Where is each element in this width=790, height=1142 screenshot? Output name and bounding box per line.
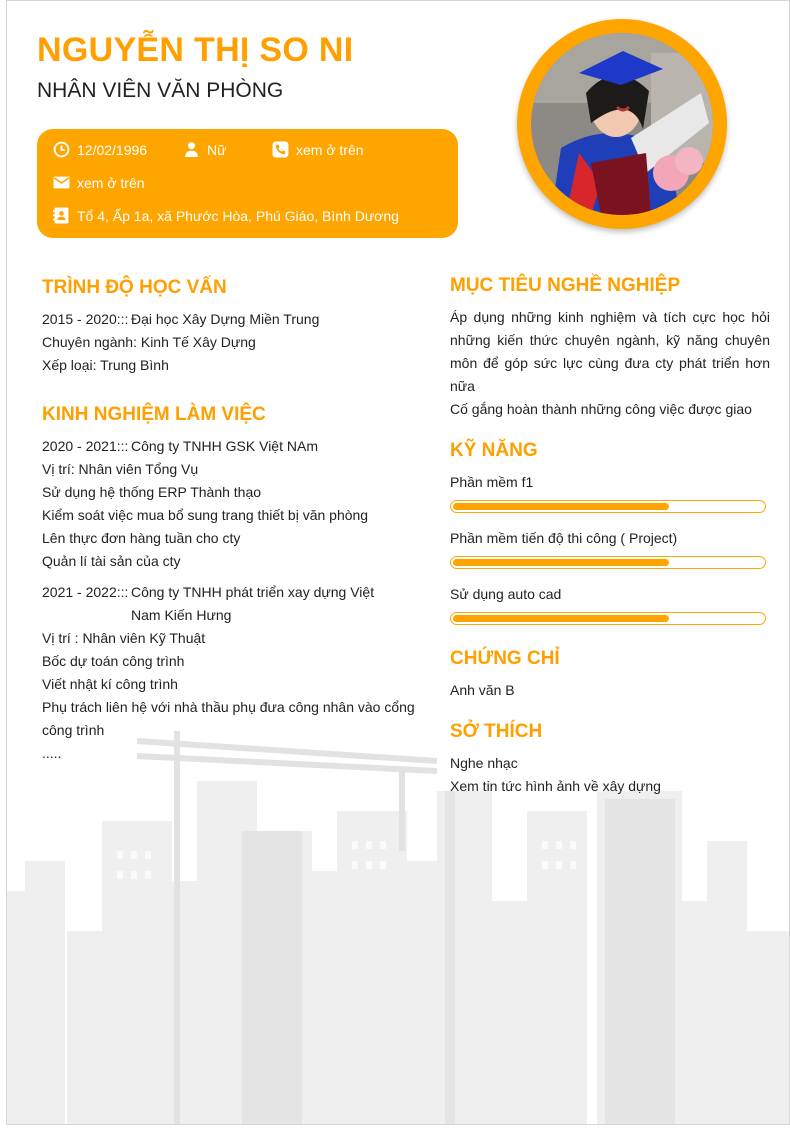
experience-heading: KINH NGHIỆM LÀM VIỆC [42,404,266,425]
objective-paragraph: Áp dụng những kinh nghiệm và tích cực học hỏi những kiến thức chuyên ngành, kỹ năng chuyên môn để góp sức lực cùng đưa cty phát triển hơn nữa [450,309,770,394]
job-title: NHÂN VIÊN VĂN PHÒNG [37,79,284,102]
job-1-company: Công ty TNHH GSK Việt NAm [131,438,318,454]
skill-bar-fill [453,559,669,566]
job-2-detail: Bốc dự toán công trình [42,653,185,669]
job-2-period: 2021 - 2022::: [42,584,129,600]
avatar-photo [531,33,713,215]
skill-bar-fill [453,615,669,622]
phone-text: xem ở trên [296,141,364,158]
avatar-frame [517,19,727,229]
email-text: xem ở trên [77,174,145,191]
user-icon [183,141,200,158]
certificate-item: Anh văn B [450,682,515,698]
job-2-detail: công trình [42,722,105,738]
skill-bar [450,556,766,569]
job-1-detail: Lên thực đơn hàng tuần cho cty [42,530,241,546]
phone-icon [272,141,289,158]
envelope-icon [53,174,70,191]
job-2-detail: Vị trí : Nhân viên Kỹ Thuật [42,630,206,646]
job-1-detail: Kiểm soát việc mua bổ sung trang thiết bị văn phòng [42,507,369,523]
education-grade: Xếp loại: Trung Bình [42,357,169,373]
job-2-company: Công ty TNHH phát triển xay dựng Việt [131,584,375,600]
hobbies-heading: SỞ THÍCH [450,721,543,742]
education-period: 2015 - 2020::: [42,311,129,327]
clock-icon [53,141,70,158]
birthday-text: 12/02/1996 [77,141,148,158]
contact-birthday [53,141,147,158]
hobby-item: Xem tin tức hình ảnh về xây dựng [450,778,661,794]
objective-line: Cố gắng hoàn thành những công việc được giao [450,401,752,417]
job-2-detail: ..... [42,745,62,761]
certificates-heading: CHỨNG CHỈ [450,648,560,669]
job-2-detail: Phụ trách liên hệ với nhà thầu phụ đưa công nhân vào cổng [42,699,415,715]
skill-bar [450,612,766,625]
education-heading: TRÌNH ĐỘ HỌC VẤN [42,277,227,298]
contact-email [53,174,145,191]
education-school: Đại học Xây Dựng Miền Trung [131,311,320,327]
skill-name: Phần mềm tiến độ thi công ( Project) [450,530,678,546]
skill-name: Sử dụng auto cad [450,586,562,602]
job-1-detail: Sử dụng hệ thống ERP Thành thạo [42,484,262,500]
job-1-detail: Quản lí tài sản của cty [42,553,181,569]
contact-gender [183,141,226,158]
contact-address [53,207,399,224]
job-2-detail: Viết nhật kí công trình [42,676,178,692]
contact-box [37,129,458,238]
contact-phone [272,141,364,158]
education-major: Chuyên ngành: Kinh Tế Xây Dựng [42,334,256,350]
skills-heading: KỸ NĂNG [450,440,538,461]
hobby-item: Nghe nhạc [450,755,518,771]
objective-heading: MỤC TIÊU NGHỀ NGHIỆP [450,275,681,296]
job-2-company: Nam Kiến Hưng [131,607,232,623]
job-1-period: 2020 - 2021::: [42,438,129,454]
address-book-icon [53,207,70,224]
skill-bar-fill [453,503,669,510]
avatar [531,33,713,215]
address-text: Tổ 4, Ấp 1a, xã Phước Hòa, Phú Giáo, Bình Dương [77,207,399,224]
skill-name: Phần mềm f1 [450,474,534,490]
job-1-detail: Vị trí: Nhân viên Tổng Vụ [42,461,199,477]
skill-bar [450,500,766,513]
cv-page [6,0,790,1125]
candidate-name: NGUYỄN THỊ SO NI [37,31,354,69]
gender-text: Nữ [207,141,227,158]
